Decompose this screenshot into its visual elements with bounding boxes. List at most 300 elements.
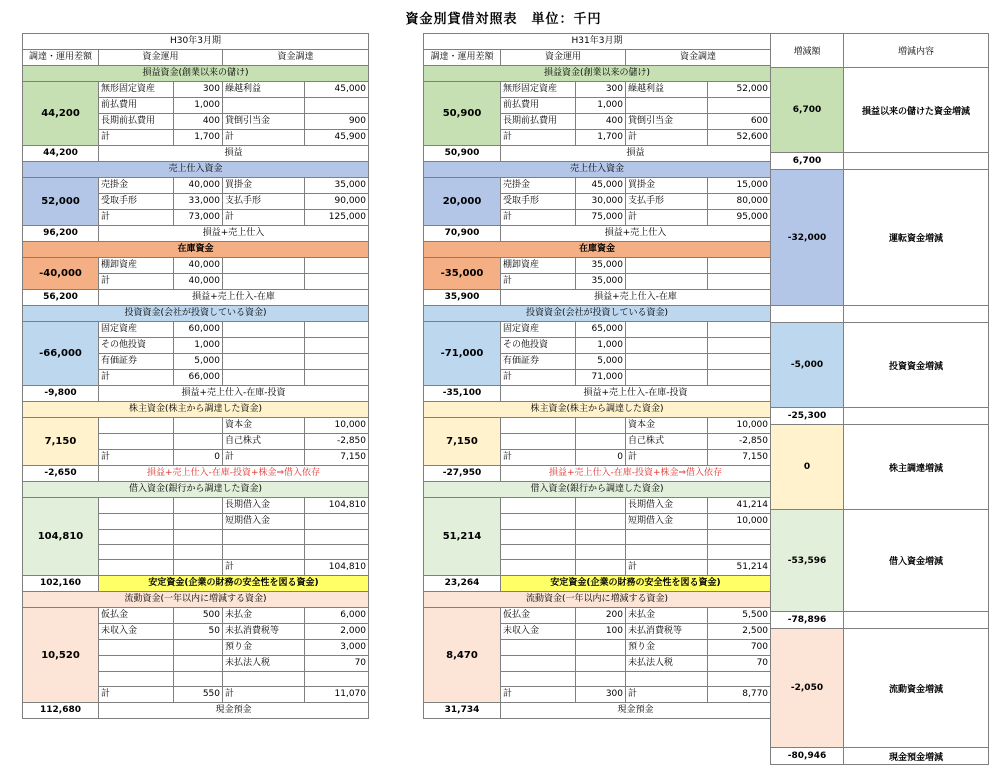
diff-header: 調達・運用差額 [424, 50, 501, 66]
trade-asset-value: 75,000 [576, 210, 626, 226]
investment-asset-item: 固定資産 [99, 322, 174, 338]
current-liability-value: 700 [708, 640, 771, 656]
equity-liability-value: 7,150 [708, 450, 771, 466]
investment-liability-item [223, 322, 305, 338]
equity-asset-value [576, 418, 626, 434]
profit-liability-item [223, 98, 305, 114]
current-asset-item: 仮払金 [99, 608, 174, 624]
profit-change-desc: 損益以来の儲けた資金増減 [844, 68, 989, 153]
investment-change-desc: 投資資金増減 [844, 323, 989, 408]
loan-section-header: 借入資金(銀行から調達した資金) [424, 482, 771, 498]
current-liability-item: 預り金 [626, 640, 708, 656]
loan-asset-value [576, 530, 626, 545]
profit-section-header: 損益資金(創業以来の儲け) [424, 66, 771, 82]
trade-cumulative-label: 損益+売上仕入 [501, 226, 771, 242]
trade-asset-item: 売掛金 [501, 178, 576, 194]
balance-sheet-h31 [423, 33, 771, 719]
investment-difference: -71,000 [424, 322, 501, 386]
loan-liability-value: 104,810 [305, 498, 369, 514]
current-liability-value: 11,070 [305, 687, 369, 703]
loan-liability-value [708, 545, 771, 560]
loan-cumulative-total: 102,160 [23, 576, 99, 592]
loan-asset-item [99, 530, 174, 545]
investment-section-header: 投資資金(会社が投資している資金) [424, 306, 771, 322]
profit-liability-item: 繰越利益 [223, 82, 305, 98]
inventory-cumulative-label: 損益+売上仕入-在庫 [99, 290, 369, 306]
profit-change-subtotal-desc [844, 153, 989, 170]
loan-liability-value: 104,810 [305, 560, 369, 576]
current-difference: 10,520 [23, 608, 99, 703]
current-asset-value [576, 656, 626, 672]
current-liability-value: 70 [305, 656, 369, 672]
current-asset-value [174, 672, 223, 687]
period-label: H30年3月期 [23, 34, 369, 50]
trade-asset-value: 33,000 [174, 194, 223, 210]
investment-asset-item: 固定資産 [501, 322, 576, 338]
current-asset-item: 仮払金 [501, 608, 576, 624]
current-liability-value [708, 672, 771, 687]
investment-asset-item: 有価証券 [501, 354, 576, 370]
trade-asset-item: 受取手形 [99, 194, 174, 210]
profit-asset-item: 計 [99, 130, 174, 146]
equity-liability-item: 資本金 [626, 418, 708, 434]
trade-liability-item: 買掛金 [223, 178, 305, 194]
loan-liability-value: 51,214 [708, 560, 771, 576]
inventory-asset-item: 計 [501, 274, 576, 290]
investment-difference: -66,000 [23, 322, 99, 386]
loan-liability-value [305, 514, 369, 530]
loan-liability-item [223, 530, 305, 545]
equity-asset-value [174, 418, 223, 434]
loan-asset-value [174, 530, 223, 545]
equity-change: 0 [771, 425, 844, 510]
profit-liability-item: 計 [626, 130, 708, 146]
use-header: 資金運用 [99, 50, 223, 66]
investment-liability-value [708, 354, 771, 370]
profit-asset-value: 300 [174, 82, 223, 98]
loan-section-header: 借入資金(銀行から調達した資金) [23, 482, 369, 498]
loan-liability-item [626, 530, 708, 545]
page-title: 資金別貸借対照表 単位：千円 [405, 12, 602, 27]
profit-liability-value [708, 98, 771, 114]
profit-change-subtotal: 6,700 [771, 153, 844, 170]
trade-liability-item: 計 [223, 210, 305, 226]
profit-section-header: 損益資金(創業以来の儲け) [23, 66, 369, 82]
trade-cumulative-total: 70,900 [424, 226, 501, 242]
equity-asset-item: 計 [99, 450, 174, 466]
inventory-asset-item: 棚卸資産 [99, 258, 174, 274]
current-change-desc: 流動資金増減 [844, 629, 989, 748]
current-liability-value: 70 [708, 656, 771, 672]
trade-asset-item: 計 [501, 210, 576, 226]
profit-liability-value: 52,600 [708, 130, 771, 146]
equity-liability-item: 自己株式 [223, 434, 305, 450]
investment-asset-value: 1,000 [576, 338, 626, 354]
equity-cumulative-label: 損益+売上仕入-在庫-投資+株金⇒借入依存 [99, 466, 369, 482]
current-liability-value: 5,500 [708, 608, 771, 624]
investment-subtotal-desc [844, 408, 989, 425]
working-capital-spacer [771, 306, 844, 323]
investment-asset-item: 計 [501, 370, 576, 386]
current-asset-item [501, 672, 576, 687]
trade-liability-item: 買掛金 [626, 178, 708, 194]
trade-liability-item: 計 [626, 210, 708, 226]
loan-asset-value [576, 514, 626, 530]
equity-liability-item: 資本金 [223, 418, 305, 434]
balance-sheet-h30 [22, 33, 369, 719]
profit-liability-value: 600 [708, 114, 771, 130]
loan-asset-value [174, 560, 223, 576]
period-label: H31年3月期 [424, 34, 771, 50]
investment-asset-value: 71,000 [576, 370, 626, 386]
loan-asset-item [501, 498, 576, 514]
working-capital-change: -32,000 [771, 170, 844, 306]
current-liability-item: 未払消費税等 [626, 624, 708, 640]
loan-difference: 104,810 [23, 498, 99, 576]
equity-difference: 7,150 [424, 418, 501, 466]
profit-asset-value: 300 [576, 82, 626, 98]
investment-cumulative-total: -35,100 [424, 386, 501, 402]
loan-asset-item [501, 530, 576, 545]
loan-liability-value: 10,000 [708, 514, 771, 530]
investment-cumulative-label: 損益+売上仕入-在庫-投資 [99, 386, 369, 402]
equity-asset-value [576, 434, 626, 450]
trade-asset-item: 計 [99, 210, 174, 226]
investment-liability-item [223, 354, 305, 370]
inventory-difference: -35,000 [424, 258, 501, 290]
current-asset-item [99, 672, 174, 687]
change-summary-table [770, 33, 989, 765]
equity-difference: 7,150 [23, 418, 99, 466]
current-asset-value: 50 [174, 624, 223, 640]
loan-liability-item: 長期借入金 [626, 498, 708, 514]
current-cumulative-label: 現金預金 [99, 703, 369, 719]
current-asset-item [501, 656, 576, 672]
profit-asset-item: 前払費用 [99, 98, 174, 114]
current-liability-value: 2,000 [305, 624, 369, 640]
source-header: 資金調達 [626, 50, 771, 66]
cash-change-desc: 現金預金増減 [844, 748, 989, 765]
trade-section-header: 売上仕入資金 [424, 162, 771, 178]
equity-liability-value: 7,150 [305, 450, 369, 466]
trade-asset-value: 30,000 [576, 194, 626, 210]
inventory-cumulative-total: 56,200 [23, 290, 99, 306]
cash-change-total: -80,946 [771, 748, 844, 765]
current-section-header: 流動資金(一年以内に増減する資金) [424, 592, 771, 608]
current-asset-item [501, 640, 576, 656]
profit-liability-value: 52,000 [708, 82, 771, 98]
equity-asset-item: 計 [501, 450, 576, 466]
inventory-section-header: 在庫資金 [424, 242, 771, 258]
equity-liability-item: 計 [626, 450, 708, 466]
loan-liability-item: 長期借入金 [223, 498, 305, 514]
investment-liability-item [626, 322, 708, 338]
investment-asset-item: 有価証券 [99, 354, 174, 370]
loan-liability-item: 短期借入金 [626, 514, 708, 530]
current-cumulative-label: 現金預金 [501, 703, 771, 719]
content-header: 増減内容 [844, 34, 989, 68]
investment-cumulative-total: -9,800 [23, 386, 99, 402]
profit-asset-value: 400 [576, 114, 626, 130]
loan-asset-item [501, 560, 576, 576]
loan-change: -53,596 [771, 510, 844, 612]
loan-asset-item [99, 514, 174, 530]
profit-cumulative-total: 50,900 [424, 146, 501, 162]
equity-asset-item [99, 434, 174, 450]
current-cumulative-total: 112,680 [23, 703, 99, 719]
equity-asset-item [99, 418, 174, 434]
profit-asset-item: 無形固定資産 [501, 82, 576, 98]
trade-section-header: 売上仕入資金 [23, 162, 369, 178]
trade-asset-value: 40,000 [174, 178, 223, 194]
current-liability-value: 2,500 [708, 624, 771, 640]
profit-asset-item: 長期前払費用 [99, 114, 174, 130]
profit-asset-value: 1,000 [576, 98, 626, 114]
profit-cumulative-label: 損益 [99, 146, 369, 162]
investment-asset-value: 5,000 [576, 354, 626, 370]
current-asset-item: 計 [99, 687, 174, 703]
current-asset-value: 550 [174, 687, 223, 703]
profit-liability-item: 貸倒引当金 [223, 114, 305, 130]
inventory-liability-value [708, 258, 771, 274]
profit-difference: 44,200 [23, 82, 99, 146]
current-liability-item: 預り金 [223, 640, 305, 656]
current-section-header: 流動資金(一年以内に増減する資金) [23, 592, 369, 608]
profit-asset-item: 計 [501, 130, 576, 146]
equity-asset-item [501, 418, 576, 434]
inventory-liability-value [708, 274, 771, 290]
inventory-asset-item: 棚卸資産 [501, 258, 576, 274]
trade-liability-item: 支払手形 [223, 194, 305, 210]
inventory-cumulative-total: 35,900 [424, 290, 501, 306]
current-liability-item [626, 672, 708, 687]
profit-asset-item: 前払費用 [501, 98, 576, 114]
investment-asset-item: その他投資 [501, 338, 576, 354]
profit-asset-item: 無形固定資産 [99, 82, 174, 98]
trade-asset-item: 受取手形 [501, 194, 576, 210]
current-liability-item: 未払金 [626, 608, 708, 624]
investment-asset-value: 65,000 [576, 322, 626, 338]
profit-liability-value: 900 [305, 114, 369, 130]
investment-asset-item: 計 [99, 370, 174, 386]
trade-difference: 52,000 [23, 178, 99, 226]
loan-asset-item [501, 545, 576, 560]
equity-asset-value: 0 [576, 450, 626, 466]
loan-liability-item [223, 545, 305, 560]
investment-liability-item [626, 354, 708, 370]
inventory-cumulative-label: 損益+売上仕入-在庫 [501, 290, 771, 306]
current-asset-item: 未収入金 [501, 624, 576, 640]
current-asset-value [576, 640, 626, 656]
inventory-asset-value: 35,000 [576, 274, 626, 290]
profit-difference: 50,900 [424, 82, 501, 146]
current-asset-value: 300 [576, 687, 626, 703]
equity-change-desc: 株主調達増減 [844, 425, 989, 510]
investment-liability-value [305, 354, 369, 370]
investment-liability-item [626, 370, 708, 386]
inventory-asset-value: 40,000 [174, 258, 223, 274]
working-capital-spacer-desc [844, 306, 989, 323]
inventory-section-header: 在庫資金 [23, 242, 369, 258]
working-capital-desc: 運転資金増減 [844, 170, 989, 306]
current-liability-item [223, 672, 305, 687]
trade-cumulative-total: 96,200 [23, 226, 99, 242]
current-liability-value: 8,770 [708, 687, 771, 703]
current-liability-value: 6,000 [305, 608, 369, 624]
trade-asset-item: 売掛金 [99, 178, 174, 194]
investment-cumulative-label: 損益+売上仕入-在庫-投資 [501, 386, 771, 402]
inventory-asset-value: 40,000 [174, 274, 223, 290]
investment-change: -5,000 [771, 323, 844, 408]
trade-liability-value: 80,000 [708, 194, 771, 210]
investment-change-subtotal: -25,300 [771, 408, 844, 425]
current-liability-item: 計 [626, 687, 708, 703]
profit-liability-item: 計 [223, 130, 305, 146]
current-liability-item: 未払消費税等 [223, 624, 305, 640]
loan-asset-value [174, 545, 223, 560]
current-asset-item: 未収入金 [99, 624, 174, 640]
profit-asset-value: 1,700 [174, 130, 223, 146]
equity-cumulative-total: -2,650 [23, 466, 99, 482]
investment-asset-value: 1,000 [174, 338, 223, 354]
current-liability-item: 未払金 [223, 608, 305, 624]
loan-asset-item [99, 560, 174, 576]
loan-asset-value [576, 498, 626, 514]
investment-section-header: 投資資金(会社が投資している資金) [23, 306, 369, 322]
inventory-liability-item [626, 274, 708, 290]
equity-cumulative-label: 損益+売上仕入-在庫-投資+株金⇒借入依存 [501, 466, 771, 482]
profit-liability-value [305, 98, 369, 114]
investment-asset-item: その他投資 [99, 338, 174, 354]
investment-asset-value: 66,000 [174, 370, 223, 386]
investment-liability-item [223, 370, 305, 386]
trade-asset-value: 73,000 [174, 210, 223, 226]
loan-asset-value [576, 545, 626, 560]
inventory-liability-value [305, 258, 369, 274]
loan-liability-item: 計 [223, 560, 305, 576]
current-difference: 8,470 [424, 608, 501, 703]
current-asset-item [99, 656, 174, 672]
trade-liability-value: 90,000 [305, 194, 369, 210]
current-cumulative-total: 31,734 [424, 703, 501, 719]
diff-header: 調達・運用差額 [23, 50, 99, 66]
loan-liability-item: 短期借入金 [223, 514, 305, 530]
investment-liability-value [305, 370, 369, 386]
loan-cumulative-label: 安定資金(企業の財務の安全性を図る資金) [501, 576, 771, 592]
equity-section-header: 株主資金(株主から調達した資金) [424, 402, 771, 418]
trade-asset-value: 45,000 [576, 178, 626, 194]
current-liability-value [305, 672, 369, 687]
current-asset-value: 200 [576, 608, 626, 624]
equity-liability-value: 10,000 [708, 418, 771, 434]
trade-cumulative-label: 損益+売上仕入 [99, 226, 369, 242]
inventory-asset-value: 35,000 [576, 258, 626, 274]
current-change: -2,050 [771, 629, 844, 748]
loan-subtotal-desc [844, 612, 989, 629]
loan-liability-value [708, 530, 771, 545]
investment-liability-item [223, 338, 305, 354]
loan-cumulative-label: 安定資金(企業の財務の安全性を図る資金) [99, 576, 369, 592]
trade-liability-value: 125,000 [305, 210, 369, 226]
investment-asset-value: 60,000 [174, 322, 223, 338]
profit-asset-value: 1,000 [174, 98, 223, 114]
current-asset-value [174, 640, 223, 656]
loan-asset-item [501, 514, 576, 530]
investment-liability-item [626, 338, 708, 354]
trade-liability-value: 15,000 [708, 178, 771, 194]
investment-liability-value [708, 338, 771, 354]
equity-asset-item [501, 434, 576, 450]
inventory-asset-item: 計 [99, 274, 174, 290]
change-header: 増減額 [771, 34, 844, 68]
profit-liability-value: 45,000 [305, 82, 369, 98]
current-liability-item: 計 [223, 687, 305, 703]
loan-liability-value [305, 530, 369, 545]
inventory-liability-item [223, 274, 305, 290]
equity-liability-item: 計 [223, 450, 305, 466]
loan-change-subtotal: -78,896 [771, 612, 844, 629]
current-asset-value [174, 656, 223, 672]
equity-liability-value: 10,000 [305, 418, 369, 434]
trade-liability-item: 支払手形 [626, 194, 708, 210]
profit-asset-value: 1,700 [576, 130, 626, 146]
loan-change-desc: 借入資金増減 [844, 510, 989, 612]
current-asset-item: 計 [501, 687, 576, 703]
profit-asset-value: 400 [174, 114, 223, 130]
equity-asset-value [174, 434, 223, 450]
current-asset-value: 100 [576, 624, 626, 640]
inventory-difference: -40,000 [23, 258, 99, 290]
equity-liability-value: -2,850 [305, 434, 369, 450]
loan-liability-value: 41,214 [708, 498, 771, 514]
loan-asset-item [99, 498, 174, 514]
inventory-liability-item [223, 258, 305, 274]
profit-cumulative-total: 44,200 [23, 146, 99, 162]
source-header: 資金調達 [223, 50, 369, 66]
equity-asset-value: 0 [174, 450, 223, 466]
investment-liability-value [305, 322, 369, 338]
equity-liability-value: -2,850 [708, 434, 771, 450]
loan-difference: 51,214 [424, 498, 501, 576]
trade-liability-value: 35,000 [305, 178, 369, 194]
loan-liability-value [305, 545, 369, 560]
use-header: 資金運用 [501, 50, 626, 66]
equity-section-header: 株主資金(株主から調達した資金) [23, 402, 369, 418]
profit-liability-item: 繰越利益 [626, 82, 708, 98]
loan-asset-value [174, 514, 223, 530]
inventory-liability-value [305, 274, 369, 290]
equity-cumulative-total: -27,950 [424, 466, 501, 482]
inventory-liability-item [626, 258, 708, 274]
trade-liability-value: 95,000 [708, 210, 771, 226]
investment-liability-value [305, 338, 369, 354]
loan-asset-value [576, 560, 626, 576]
current-asset-value [576, 672, 626, 687]
current-asset-value: 500 [174, 608, 223, 624]
investment-asset-value: 5,000 [174, 354, 223, 370]
investment-liability-value [708, 370, 771, 386]
profit-change: 6,700 [771, 68, 844, 153]
loan-asset-value [174, 498, 223, 514]
current-asset-item [99, 640, 174, 656]
profit-liability-item: 貸倒引当金 [626, 114, 708, 130]
loan-liability-item: 計 [626, 560, 708, 576]
current-liability-item: 未払法人税 [223, 656, 305, 672]
profit-cumulative-label: 損益 [501, 146, 771, 162]
loan-cumulative-total: 23,264 [424, 576, 501, 592]
current-liability-value: 3,000 [305, 640, 369, 656]
loan-liability-item [626, 545, 708, 560]
